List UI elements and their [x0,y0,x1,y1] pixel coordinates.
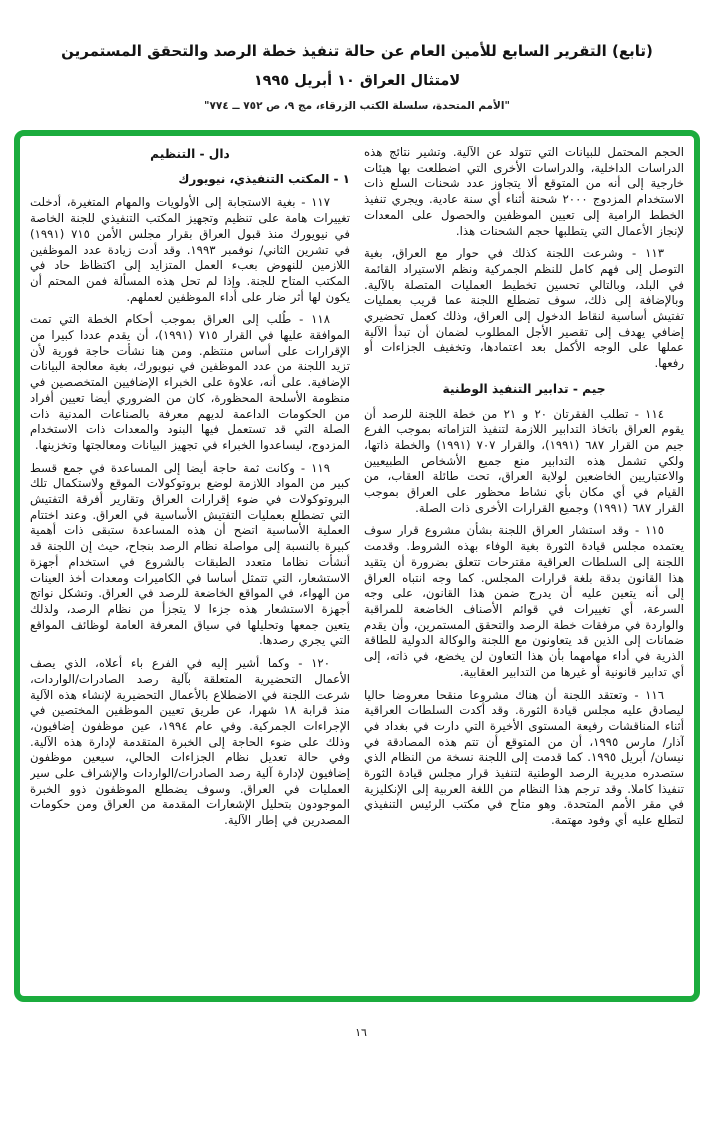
paragraph-continuation: الحجم المحتمل للبيانات التي تتولد عن الآلية. وتشير نتائج هذه الدراسات الداخلية، والدراسات الأخرى التي اضطلعت بها هيئات خارجية إلى أنه من المتوقع ألا يتجاوز عدد شحنات السلع ذات الاستخدام المزدوج ٢٠٠٠ شحنة أثناء أي سنة عادية. ويجري تنفيذ الخطط الرامية إلى تعيين الموظفين والحصول على المعدات لإنجاز الأعمال التي يتطلبها حجم الشحنات هذا. [364,145,684,238]
paragraph-118: ١١٨ - طُلب إلى العراق بموجب أحكام الخطة التي تمت الموافقة عليها في القرار ٧١٥ (١٩٩١)، أن يقدم عددا كبيرا من الإقرارات على أساس منتظم. ومن هنا نشأت حاجة فورية لأن تزيد اللجنة من عدد الموظفين في نيويورك، بغية معالجة البيانات الإضافية. على أنه، علاوة على الخبراء الإضافيين المتخصصين في منظومة الأسلحة المحظورة، كان من الضروري أيضا تعيين أفراد من الحكومات الداعمة لديهم معرفة بالصناعات المدنية ذات الصلة التي قد تستعمل فيها البنود والمعدات ذات الاستخدام المزدوج، ليساعدوا الخبراء في تجهيز البيانات ومعالجتها وتخزينها. [30,312,350,452]
subsection-heading-executive-office: ١ - المكتب التنفيذي، نيويورك [178,171,350,186]
page-number: ١٦ [355,1026,367,1039]
section-heading-dal: دال - التنظيم [150,147,230,161]
paragraph-115: ١١٥ - وقد استشار العراق اللجنة بشأن مشروع قرار سوف يعتمده مجلس قيادة الثورة بغية الوفاء بهذه الشروط. وقدمت اللجنة إلى السلطات العراقية مقترحات تتعلق بضرورة أن يتقيد هذا القانون بدقة بلغة قرارات المجلس. كما وجه انتباه العراق إلى أنه يتعين عليه أن يدرج ضمن هذا القانون، على وجه السرعة، أي تغييرات في قوائم الأصناف الخاضعة للمراقبة والواردة في مرفقات خطة الرصد والتحقق المستمرين، وأن يقدم ضمانات إلى الذين قد يتعاونون مع اللجنة والوكالة الدولية للطاقة الذرية في أداء مهامهما بأن هذا التعاون لن يخضع، في ذاته، إلى أي تدابير قانونية أو غيرها من التدابير العقابية. [364,523,684,679]
section-heading-jeem: جيم - تدابير التنفيذ الوطنية [442,381,606,396]
column-right [364,145,684,987]
green-highlight-box [14,130,700,1002]
column-left [30,145,350,987]
paragraph-117: ١١٧ - بغية الاستجابة إلى الأولويات والمهام المتغيرة، أدخلت تغييرات هامة على تنظيم وتجهيز المكتب التنفيذي للجنة الخاصة في نيويورك منذ قبول العراق بقرار مجلس الأمن ٧١٥ (١٩٩١) في تشرين الثاني/ نوفمبر ١٩٩٣. وقد أدت زيادة عدد الموظفين اللازمين للنهوض بعبء العمل المتزايد إلى اكتظاظ حاد في المكتب المتاح للجنة. وإذا لم تحل هذه المسألة فمن المحتم أن يكون لها أثر ضار على أداء الموظفين لعملهم. [30,195,350,304]
paragraph-120: ١٢٠ - وكما أشير إليه في الفرع باء أعلاه، الذي يصف الأعمال التحضيرية المتعلقة بآلية رصد الصادرات/الواردات، شرعت اللجنة في الاضطلاع بالأعمال التحضيرية لإنشاء هذه الآلية منذ قرابة ١٨ شهرا، عن طريق تعيين الموظفين المختصين في الإجراءات الجمركية. وفي عام ١٩٩٤، عين موظفون إضافيون، وذلك على ضوء الحاجة إلى الخبرة المتقدمة لإدارة هذه الآلية. وفي حالة تعديل نظام الجزاءات الحالي، سيعين موظفون إضافيون لإدارة آلية رصد الصادرات/الواردات والإشراف على سير العمليات في العراق. وسوف يضطلع الموظفون ذوو الخبرة الموجودون بتحليل الإشعارات المقدمة من العراق ومن حكومات المصدرين في إطار الآلية. [30,656,350,828]
paragraph-116: ١١٦ - وتعتقد اللجنة أن هناك مشروعا منقحا معروضا حاليا ليصادق عليه مجلس قيادة الثورة. وقد أكدت السلطات العراقية أثناء المناقشات رفيعة المستوى الأخيرة التي دارت في بغداد في آذار/ مارس ١٩٩٥، أن من المتوقع أن تتم هذه المصادقة في نيسان/ أبريل ١٩٩٥. كما قدمت إلى اللجنة نسخة من النظام الذي ستصدره مديرية الرصد الوطنية لتنفيذ قرار مجلس قيادة الثورة تنفيذا كاملا. وقد ترجم هذا النظام من اللغة العربية إلى الإنكليزية في مقر الأمم المتحدة. وهو متاح في مكتب الرئيس التنفيذي لتطلع عليه أي وفود مهتمة. [364,687,684,828]
document-source-citation: "الأمم المتحدة، سلسلة الكتب الزرقاء، مج ٩، ص ٧٥٢ ــ ٧٧٤" [204,99,510,112]
document-header [0,0,714,112]
paragraph-114: ١١٤ - تطلب الفقرتان ٢٠ و ٢١ من خطة اللجنة للرصد أن يقوم العراق باتخاذ التدابير اللازمة لتنفيذ التزاماته بموجب الفرع جيم من القرار ٦٨٧ (١٩٩١)، والقرار ٧٠٧ (١٩٩١) والخطة ذاتها، ولكي تشمل هذه التدابير منع جميع الأشخاص الطبيعيين والاعتباريين الخاضعين لولاية العراق، تحت طائلة العقاب، من القيام في أي مكان بأي نشاط محظور على العراق بموجب القرار ٦٨٧ (١٩٩١) وجميع القرارات الأخرى ذات الصلة. [364,406,684,515]
paragraph-119: ١١٩ - وكانت ثمة حاجة أيضا إلى المساعدة في جمع قسط كبير من المواد اللازمة لوضع بروتوكولات الموقع ولاستكمال تلك البروتوكولات في ضوء إقرارات العراق وتقارير أفرقة التفتيش التي تضطلع بعمليات التفتيش الأساسية في العراق. وعند اختتام العملية الأساسية اتضح أن هذه المساعدة ستبقى ذات أهمية كبيرة بالنسبة إلى مواصلة نظام الرصد بنجاح، حيث إن اللجنة قد أنشأت نظاما متعدد الطبقات بالشروع في استخدام أجهزة الاستشعار، التي تتمثل أساسا في الكاميرات ومعدات أخذ العينات من الهواء، في المواقع الخاضعة للرصد في العراق. وتشكل نواتج أجهزة الاستشعار هذه جزءا لا يتجزأ من نظام الرصد، ولذلك يتعين جمعها وتحليلها في سياق المعرفة العامة لوظائف المواقع التي يجري رصدها. [30,460,350,648]
paragraph-113: ١١٣ - وشرعت اللجنة كذلك في حوار مع العراق، بغية التوصل إلى فهم كامل للنظم الجمركية ونظم الاستيراد القائمة في البلد، وبالتالي تحسين تخطيط العمليات المتصلة بالآلية. وبالإضافة إلى ذلك، سوف تضطلع اللجنة عما قريب بعمليات تفتيش أساسية لنقاط الدخول إلى العراق، وذلك كعمل تحضيري إضافي يهدف إلى تقصير الأجل المطلوب لضمان أن تبدأ الآلية عملها على الوجه الأكمل بعد اعتمادها، وتخفيف الجزاءات أو رفعها. [364,246,684,371]
document-title-line1: (تابع) التقرير السابع للأمين العام عن حالة تنفيذ خطة الرصد والتحقق المستمرين [61,42,653,60]
document-title-line2: لامتثال العراق ١٠ أبريل ١٩٩٥ [253,72,461,89]
